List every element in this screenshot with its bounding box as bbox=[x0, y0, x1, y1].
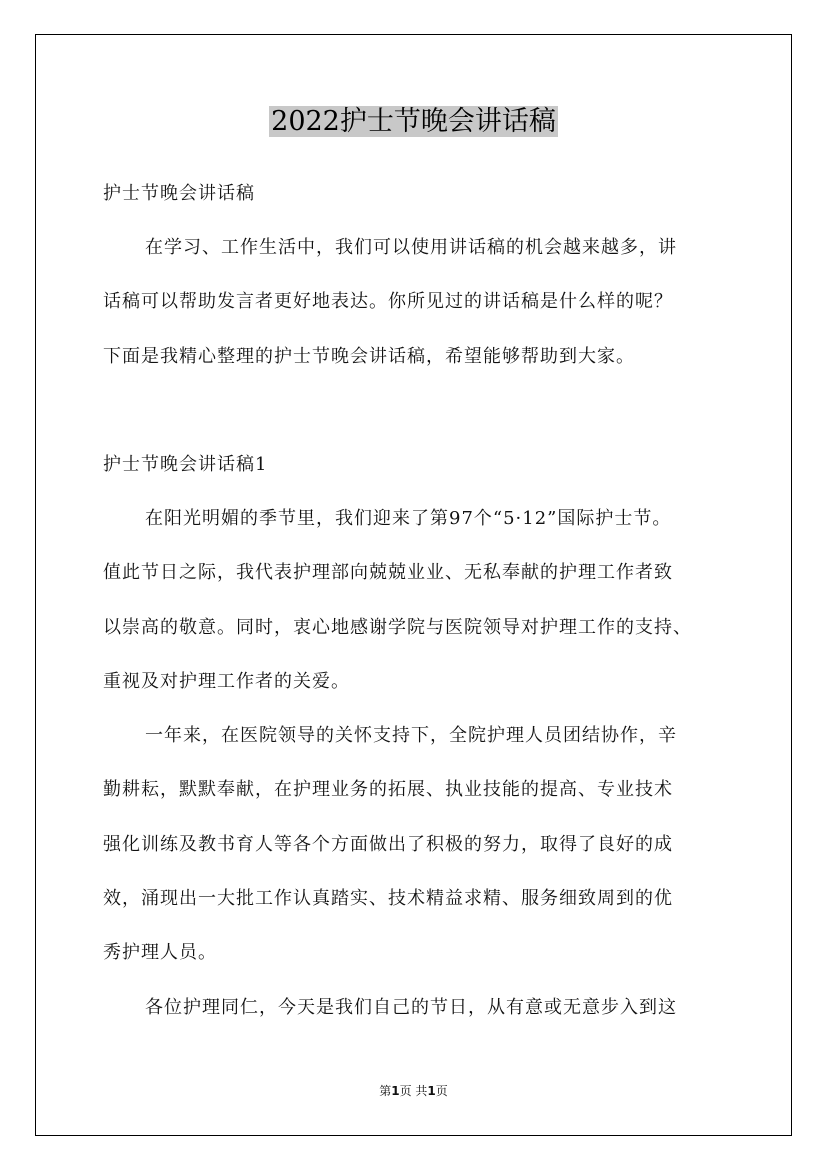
footer-page-suffix: 页 bbox=[435, 1084, 448, 1098]
section-heading: 护士节晚会讲话稿1 bbox=[103, 454, 268, 475]
paragraph-1 bbox=[103, 492, 731, 1035]
footer-page-number: 1 bbox=[391, 1084, 400, 1098]
footer-page-total: 1 bbox=[427, 1084, 436, 1098]
paragraph-line: 一年来，在医院领导的关怀支持下，全院护理人员团结协作，辛 bbox=[145, 725, 677, 747]
paragraph-line: 强化训练及教书育人等各个方面做出了积极的努力，取得了良好的成 bbox=[103, 833, 673, 855]
paragraph-line: 重视及对护理工作者的关爱。 bbox=[103, 670, 350, 692]
paragraph-line: 勤耕耘，默默奉献，在护理业务的拓展、执业技能的提高、专业技术 bbox=[103, 779, 673, 801]
paragraph-line: 秀护理人员。 bbox=[103, 942, 217, 964]
paragraph-line: 在学习、工作生活中，我们可以使用讲话稿的机会越来越多，讲 bbox=[145, 237, 677, 258]
document-title bbox=[0, 102, 827, 142]
paragraph-line: 以崇高的敬意。同时，衷心地感谢学院与医院领导对护理工作的支持、 bbox=[103, 616, 692, 638]
subtitle: 护士节晚会讲话稿 bbox=[103, 183, 255, 204]
footer-page-mid: 页 共 bbox=[399, 1084, 428, 1098]
document-title-text: 2022护士节晚会讲话稿 bbox=[271, 106, 556, 137]
page-footer bbox=[0, 1082, 827, 1099]
paragraph-line: 下面是我精心整理的护士节晚会讲话稿，希望能够帮助到大家。 bbox=[103, 345, 635, 367]
paragraph-line: 在阳光明媚的季节里，我们迎来了第97个“5·12”国际护士节。 bbox=[145, 508, 672, 529]
paragraph-line: 各位护理同仁，今天是我们自己的节日，从有意或无意步入到这 bbox=[145, 996, 677, 1018]
paragraph-line: 话稿可以帮助发言者更好地表达。你所见过的讲话稿是什么样的呢？ bbox=[103, 291, 673, 313]
intro-paragraph bbox=[103, 221, 731, 384]
paragraph-line: 值此节日之际，我代表护理部向兢兢业业、无私奉献的护理工作者致 bbox=[103, 562, 673, 584]
paragraph-line: 效，涌现出一大批工作认真踏实、技术精益求精、服务细致周到的优 bbox=[103, 888, 673, 910]
footer-page-prefix: 第 bbox=[379, 1084, 392, 1098]
